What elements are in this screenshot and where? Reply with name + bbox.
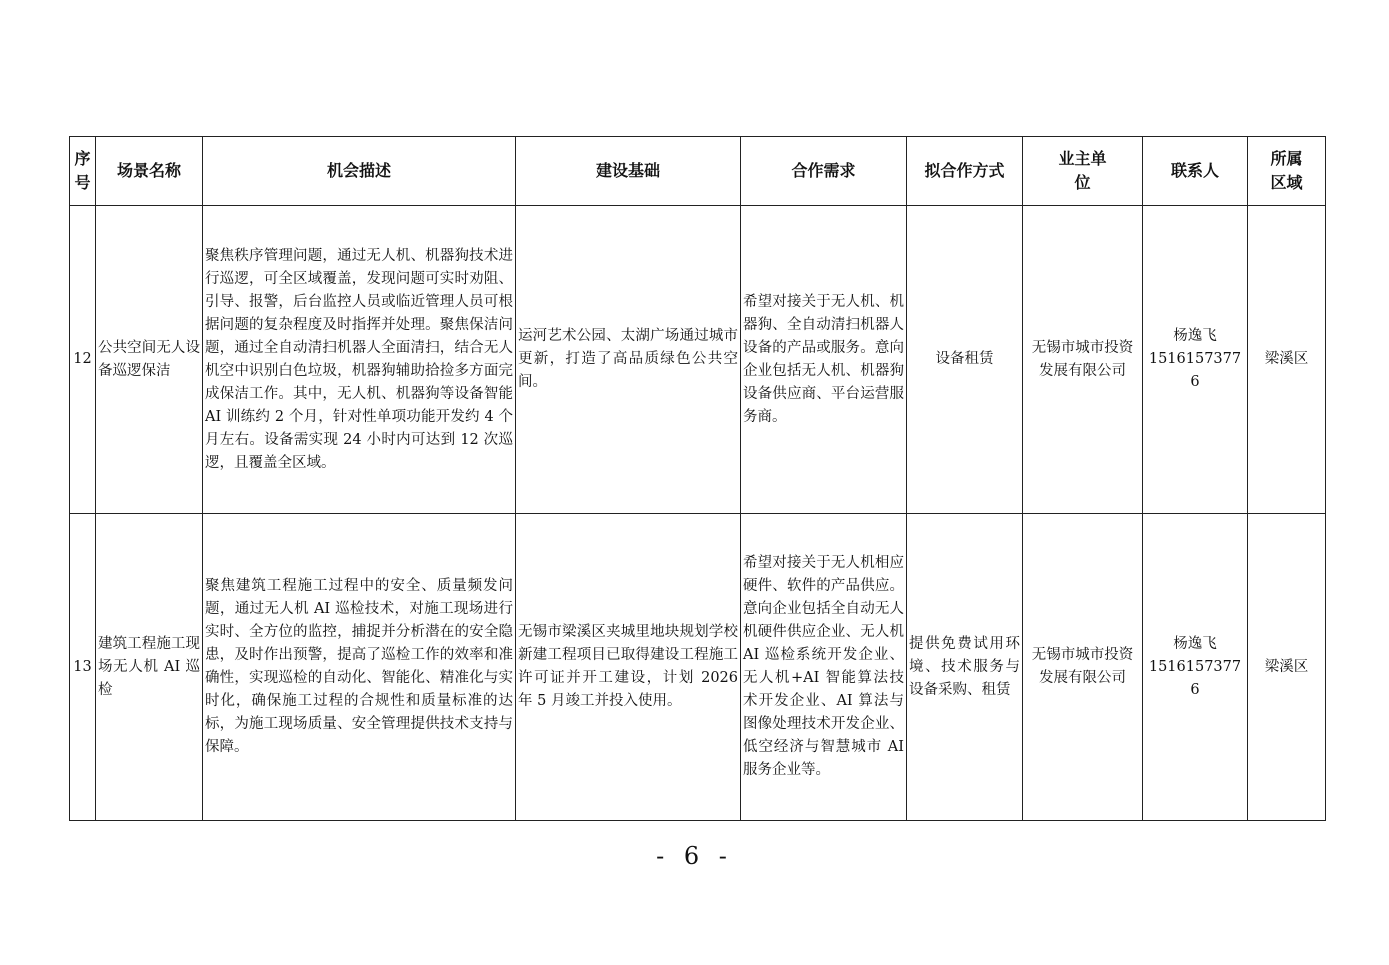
cell-desc: 聚焦秩序管理问题，通过无人机、机器狗技术进行巡逻，可全区域覆盖，发现问题可实时劝阻、引导、报警，后台监控人员或临近管理人员可根据问题的复杂程度及时指挥并处理。聚焦保洁问题，通过全自动清扫机器人全面清扫，结合无人机空中识别白色垃圾，机器狗辅助拾捡多方面完成保洁工作。其中，无人机、机器狗等设备智能 AI 训练约 2 个月，针对性单项功能开发约 4 个月左右。设备需实现 24 小时内可达到 12 次巡逻，且覆盖全区域。 [203,206,516,514]
header-row [70,137,1326,206]
cell-mode: 设备租赁 [907,206,1023,514]
header-owner: 业主单位 [1023,137,1143,206]
cell-name: 公共空间无人设备巡逻保洁 [96,206,203,514]
cell-need: 希望对接关于无人机、机器狗、全自动清扫机器人设备的产品或服务。意向企业包括无人机、机器狗设备供应商、平台运营服务商。 [741,206,907,514]
cell-seq: 12 [70,206,96,514]
cell-base: 无锡市梁溪区夹城里地块规划学校新建工程项目已取得建设工程施工许可证并开工建设，计划 2026 年 5 月竣工并投入使用。 [516,514,741,821]
contact-phone: 15161573776 [1148,351,1242,390]
header-seq: 序号 [70,137,96,206]
table-row [70,206,1326,514]
header-name: 场景名称 [96,137,203,206]
cell-contact [1143,514,1248,821]
cell-owner: 无锡市城市投资发展有限公司 [1023,514,1143,821]
header-desc: 机会描述 [203,137,516,206]
header-region: 所属区域 [1248,137,1326,206]
cell-need: 希望对接关于无人机相应硬件、软件的产品供应。意向企业包括全自动无人机硬件供应企业、无人机 AI 巡检系统开发企业、无人机+AI 智能算法技术开发企业、AI 算法与图像处理技术开发企业、低空经济与智慧城市 AI 服务企业等。 [741,514,907,821]
header-base: 建设基础 [516,137,741,206]
cell-seq: 13 [70,514,96,821]
cell-base: 运河艺术公园、太湖广场通过城市更新，打造了高品质绿色公共空间。 [516,206,741,514]
cell-desc: 聚焦建筑工程施工过程中的安全、质量频发问题，通过无人机 AI 巡检技术，对施工现场进行实时、全方位的监控，捕捉并分析潜在的安全隐患，及时作出预警，提高了巡检工作的效率和准确性，实现巡检的自动化、智能化、精准化与实时化，确保施工过程的合规性和质量标准的达标，为施工现场质量、安全管理提供技术支持与保障。 [203,514,516,821]
page-number: - 6 - [656,842,733,870]
contact-name: 杨逸飞 [1173,328,1217,344]
table-row [70,514,1326,821]
contact-name: 杨逸飞 [1173,635,1217,652]
header-contact: 联系人 [1143,137,1248,206]
cell-region: 梁溪区 [1248,514,1326,821]
cell-contact [1143,206,1248,514]
cell-owner: 无锡市城市投资发展有限公司 [1023,206,1143,514]
header-mode: 拟合作方式 [907,137,1023,206]
header-need: 合作需求 [741,137,907,206]
opportunity-table [69,136,1326,821]
cell-mode: 提供免费试用环境、技术服务与设备采购、租赁 [907,514,1023,821]
cell-name: 建筑工程施工现场无人机 AI 巡检 [96,514,203,821]
contact-phone: 15161573776 [1148,658,1242,698]
cell-region: 梁溪区 [1248,206,1326,514]
